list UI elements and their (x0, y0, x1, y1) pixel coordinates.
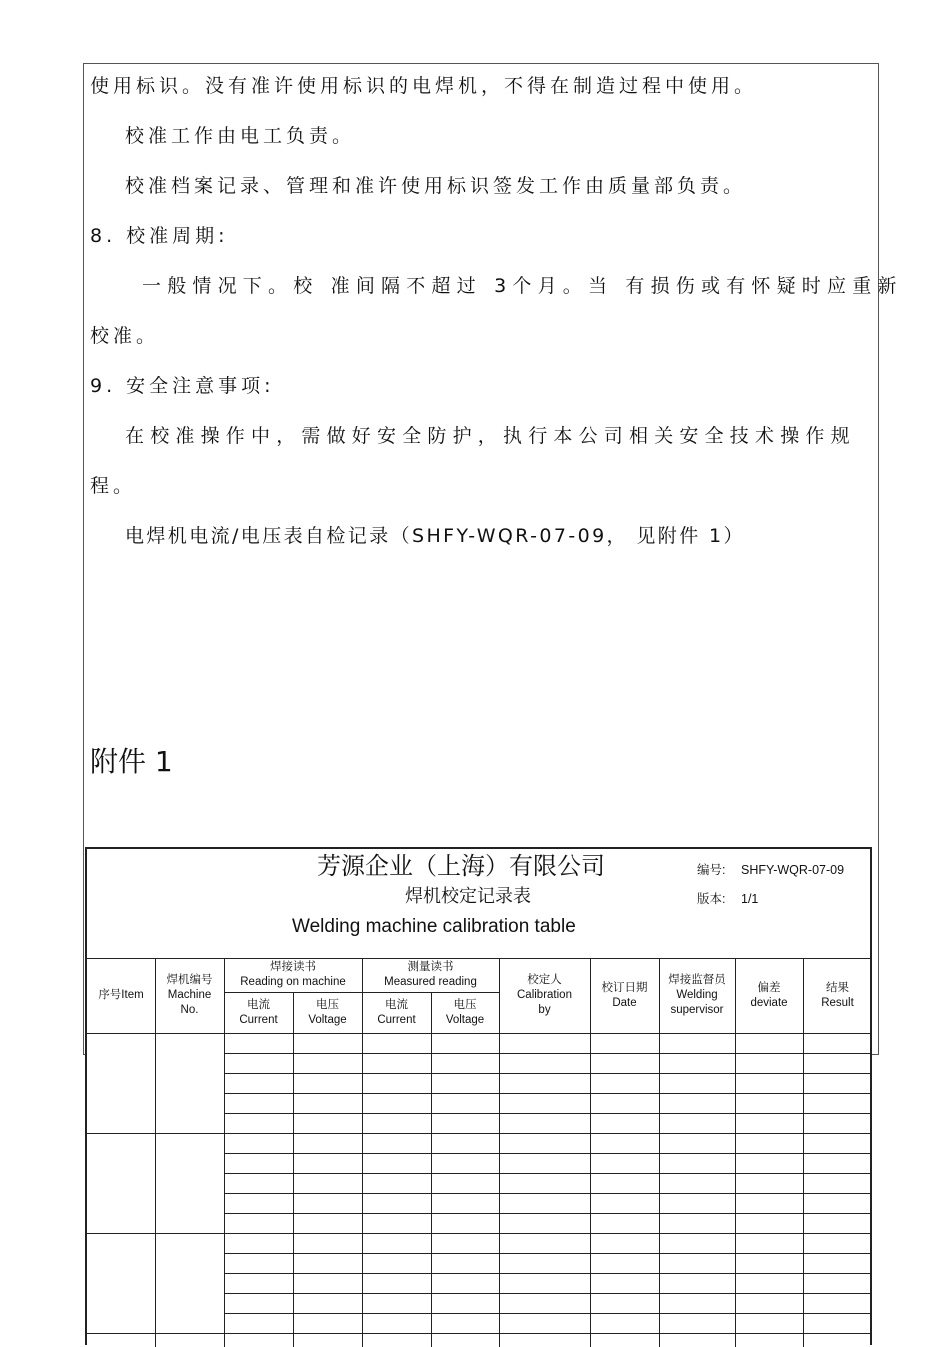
record-reference: 电焊机电流/电压表自检记录（SHFY-WQR-07-09， 见附件 1） (125, 525, 745, 547)
section-9-text: 在校准操作中，需做好安全防护，执行本公司相关安全技术操作规 (125, 425, 856, 447)
group-row-rule (87, 1333, 872, 1334)
section-8-text-continued: 校准。 (90, 325, 160, 347)
header-deviate: 偏差 deviate (750, 981, 788, 1009)
header-machine-no: 焊机编号 Machine No. (166, 974, 213, 1016)
header-welding-supervisor: 焊接监督员 Welding supervisor (668, 974, 726, 1016)
company-name: 芳源企业（上海）有限公司 (317, 852, 605, 880)
row-rule (224, 1113, 872, 1114)
row-rule (224, 1053, 872, 1054)
header-item: 序号Item (98, 989, 144, 1001)
header-bottom-rule (87, 1033, 872, 1034)
row-rule (224, 1173, 872, 1174)
header-measured-reading: 测量读书 Measured reading (384, 961, 477, 988)
header-measured-current: 电流 Current (377, 998, 416, 1026)
row-rule (224, 1313, 872, 1314)
section-9-text-continued: 程。 (90, 475, 137, 497)
section-9-heading: 9. 安全注意事项: (90, 375, 275, 397)
form-title-en: Welding machine calibration table (292, 916, 576, 937)
row-rule (224, 1273, 872, 1274)
row-rule (224, 1093, 872, 1094)
form-title-zh: 焊机校定记录表 (405, 886, 531, 907)
form-version-value: 1/1 (741, 892, 759, 906)
form-code-value: SHFY-WQR-07-09 (741, 863, 845, 877)
row-rule (224, 1213, 872, 1214)
calibration-form (85, 847, 872, 1345)
row-rule (224, 1293, 872, 1294)
paragraph-calibration-responsibility: 校准工作由电工负责。 (125, 125, 356, 147)
form-version-label: 版本: (697, 892, 726, 906)
header-result: 结果 Result (821, 981, 854, 1009)
group-row-rule (87, 1133, 872, 1134)
form-code-label: 编号: (697, 863, 726, 877)
section-8-text: 一般情况下。校 准间隔不超过 3个月。当 有损伤或有怀疑时应重新 (142, 275, 903, 297)
row-rule (224, 1153, 872, 1154)
paragraph-usage-mark: 使用标识。没有准许使用标识的电焊机，不得在制造过程中使用。 (90, 75, 758, 97)
row-rule (224, 1073, 872, 1074)
attachment-title: 附件 1 (90, 745, 173, 778)
section-8-heading: 8. 校准周期: (90, 225, 229, 247)
row-rule (224, 1253, 872, 1254)
header-reading-on-machine: 焊接读书 Reading on machine (240, 961, 346, 988)
paragraph-archive-responsibility: 校准档案记录、管理和准许使用标识签发工作由质量部负责。 (125, 175, 747, 197)
header-calibration-by: 校定人 Calibration by (517, 974, 572, 1016)
header-reading-voltage: 电压 Voltage (308, 998, 347, 1026)
row-rule (224, 1193, 872, 1194)
header-measured-voltage: 电压 Voltage (445, 998, 485, 1026)
group-row-rule (87, 1233, 872, 1234)
header-reading-current: 电流 Current (239, 998, 278, 1026)
header-date: 校订日期 Date (601, 981, 648, 1009)
